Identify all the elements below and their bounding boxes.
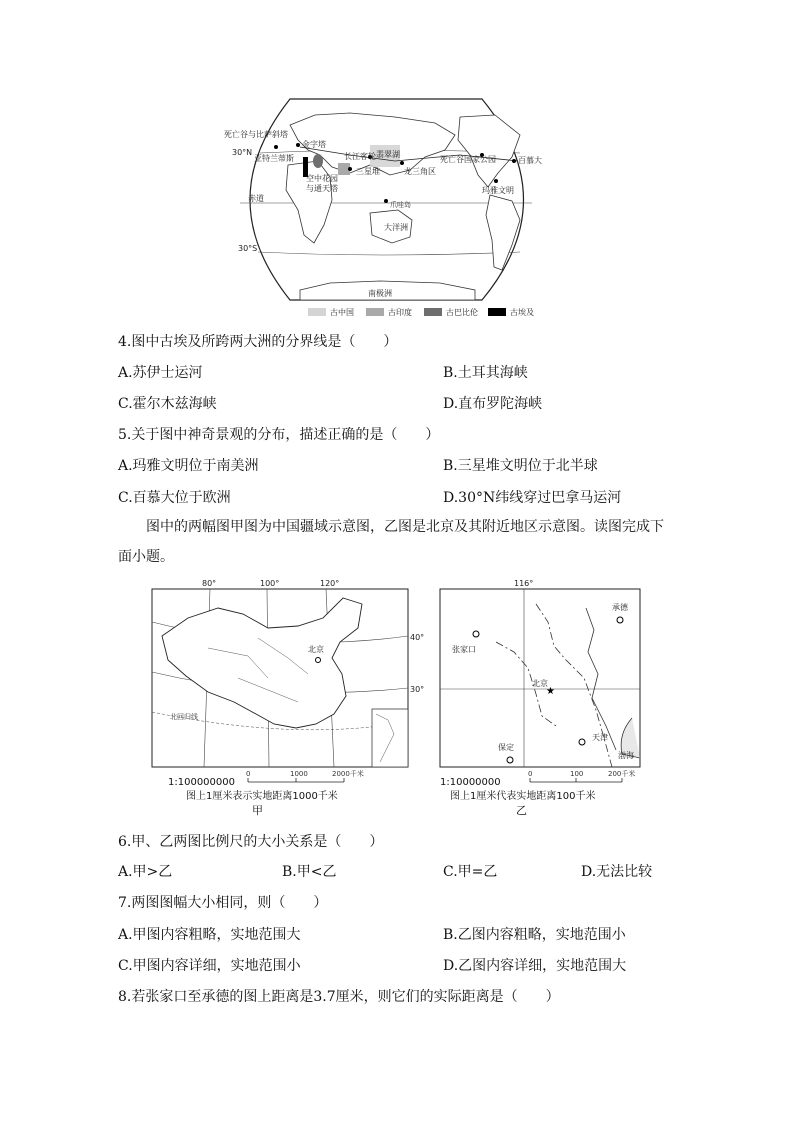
jia-scale-label-2: 2000千米 — [332, 770, 364, 778]
legend-swatch-babylon — [424, 308, 442, 316]
yi-tianjin: 天津 — [592, 733, 608, 742]
label-sanxingdui: 三星堆 — [356, 167, 380, 176]
legend-label-china: 古中国 — [330, 308, 354, 317]
legend-label-india: 古印度 — [388, 308, 412, 317]
legend-label-babylon: 古巴比伦 — [446, 308, 478, 317]
label-lat30n: 30°N — [232, 148, 253, 157]
legend-label-egypt: 古埃及 — [510, 308, 534, 317]
jia-name: 甲 — [252, 804, 263, 817]
map-yi — [436, 578, 646, 818]
map-jia — [148, 578, 425, 818]
label-bermuda: 百慕大 — [518, 156, 542, 165]
jia-lon120: 120° — [320, 579, 340, 588]
q6-stem: 6.甲、乙两图比例尺的大小关系是（ ） — [118, 834, 384, 850]
jia-scale-label-0: 0 — [246, 770, 251, 778]
yi-baoding: 保定 — [498, 743, 514, 752]
yi-beijing: 北京 — [532, 679, 548, 688]
legend-swatch-egypt — [488, 308, 506, 316]
label-lost-lake: 翡翠湖 — [376, 150, 400, 159]
label-death-valley-park: 死亡谷国家公园 — [440, 155, 496, 164]
q4-option-b[interactable]: B.土耳其海峡 — [443, 365, 528, 381]
q6-option-b[interactable]: B.甲<乙 — [282, 864, 337, 880]
yi-scale-label-2: 200千米 — [608, 770, 636, 778]
jia-lon100: 100° — [260, 579, 280, 588]
label-maya: 玛雅文明 — [482, 186, 514, 195]
q5-option-a[interactable]: A.玛雅文明位于南美洲 — [118, 458, 259, 474]
q4-option-d[interactable]: D.直布罗陀海峡 — [443, 396, 543, 412]
q6-option-c[interactable]: C.甲=乙 — [443, 864, 498, 880]
jia-lat30: 30° — [410, 685, 425, 694]
point-bermuda — [512, 159, 516, 163]
label-dragon-delta: 龙三角区 — [404, 167, 436, 176]
jia-scale-label-1: 1000 — [290, 770, 308, 778]
q5-option-d[interactable]: D.30°N纬线穿过巴拿马运河 — [443, 490, 622, 506]
q7-option-a[interactable]: A.甲图内容粗略，实地范围大 — [118, 927, 301, 943]
legend-swatch-china — [308, 308, 326, 316]
q7-option-d[interactable]: D.乙图内容详细，实地范围大 — [443, 958, 627, 974]
point-death-valley-bisi — [274, 145, 278, 149]
point-sanxingdui — [348, 167, 352, 171]
world-map — [220, 95, 550, 320]
yi-frame — [440, 589, 640, 767]
jia-scale-text: 图上1厘米表示实地距离1000千米 — [186, 791, 338, 802]
ancient-babylon-area — [313, 154, 323, 168]
point-maya — [494, 179, 498, 183]
jia-tropic-label: 北回归线 — [170, 713, 198, 721]
label-antarctica: 南极洲 — [368, 289, 392, 298]
q7-stem: 7.两图图幅大小相同，则（ ） — [118, 895, 328, 911]
jia-inset — [372, 709, 408, 767]
jia-lat40: 40° — [410, 633, 425, 642]
q4-option-c[interactable]: C.霍尔木兹海峡 — [118, 396, 217, 412]
q5-stem: 5.关于图中神奇景观的分布，描述正确的是（ ） — [118, 427, 440, 443]
yi-baoding-dot — [507, 757, 513, 763]
label-babel: 与通天塔 — [306, 184, 338, 193]
yi-zhangjiakou-dot — [473, 631, 479, 637]
yi-bohai: 渤海 — [618, 751, 634, 760]
label-equator: 赤道 — [248, 194, 264, 203]
yi-name: 乙 — [516, 804, 527, 817]
q4-stem: 4.图中古埃及所跨两大洲的分界线是（ ） — [118, 334, 398, 350]
q5-option-c[interactable]: C.百慕大位于欧洲 — [118, 490, 231, 506]
label-alhambra: 亚特兰蒂斯 — [254, 154, 294, 163]
yi-scale-text: 图上1厘米代表实地距离100千米 — [450, 791, 596, 802]
intro-paragraph: 图中的两幅图甲图为中国疆域示意图，乙图是北京及其附近地区示意图。读图完成下面小题。 — [118, 519, 664, 565]
label-golden-tower: 金字塔 — [302, 140, 326, 149]
q7-option-c[interactable]: C.甲图内容详细，实地范围小 — [118, 958, 301, 974]
yi-lon116: 116° — [514, 579, 534, 588]
yi-scale-label-1: 100 — [570, 770, 584, 778]
jia-lon80: 80° — [202, 579, 217, 588]
label-kaoba: 爪哇岛 — [390, 201, 411, 209]
yi-beijing-star: ★ — [546, 686, 555, 697]
label-death-valley-bisi: 死亡谷与比萨斜塔 — [224, 130, 288, 139]
jia-beijing-dot — [316, 658, 321, 663]
yi-chengde: 承德 — [612, 603, 628, 612]
yi-zhangjiakou: 张家口 — [452, 645, 476, 654]
yi-chengde-dot — [617, 617, 623, 623]
yi-tianjin-dot — [579, 739, 585, 745]
point-golden-tower — [296, 143, 300, 147]
label-yangtze: 长江客轮 — [344, 152, 376, 161]
q5-option-b[interactable]: B.三星堆文明位于北半球 — [443, 458, 598, 474]
q6-option-d[interactable]: D.无法比较 — [581, 864, 653, 880]
q8-stem: 8.若张家口至承德的图上距离是3.7厘米，则它们的实际距离是（ ） — [118, 989, 560, 1005]
label-hanging-garden: 空中花园 — [306, 174, 338, 183]
q6-option-a[interactable]: A.甲>乙 — [118, 864, 173, 880]
label-oceania: 大洋洲 — [384, 223, 408, 232]
jia-scale-ratio: 1:100000000 — [168, 777, 235, 788]
q7-option-b[interactable]: B.乙图内容粗略，实地范围小 — [443, 927, 626, 943]
jia-beijing-label: 北京 — [308, 645, 324, 654]
q4-option-a[interactable]: A.苏伊士运河 — [118, 365, 203, 381]
yi-scale-ratio: 1:10000000 — [440, 777, 501, 788]
point-kaoba — [384, 199, 388, 203]
legend-swatch-india — [366, 308, 384, 316]
point-dragon-delta — [400, 161, 404, 165]
yi-scale-label-0: 0 — [528, 770, 533, 778]
label-lat30s: 30°S — [238, 244, 258, 253]
map-legend — [308, 307, 534, 317]
